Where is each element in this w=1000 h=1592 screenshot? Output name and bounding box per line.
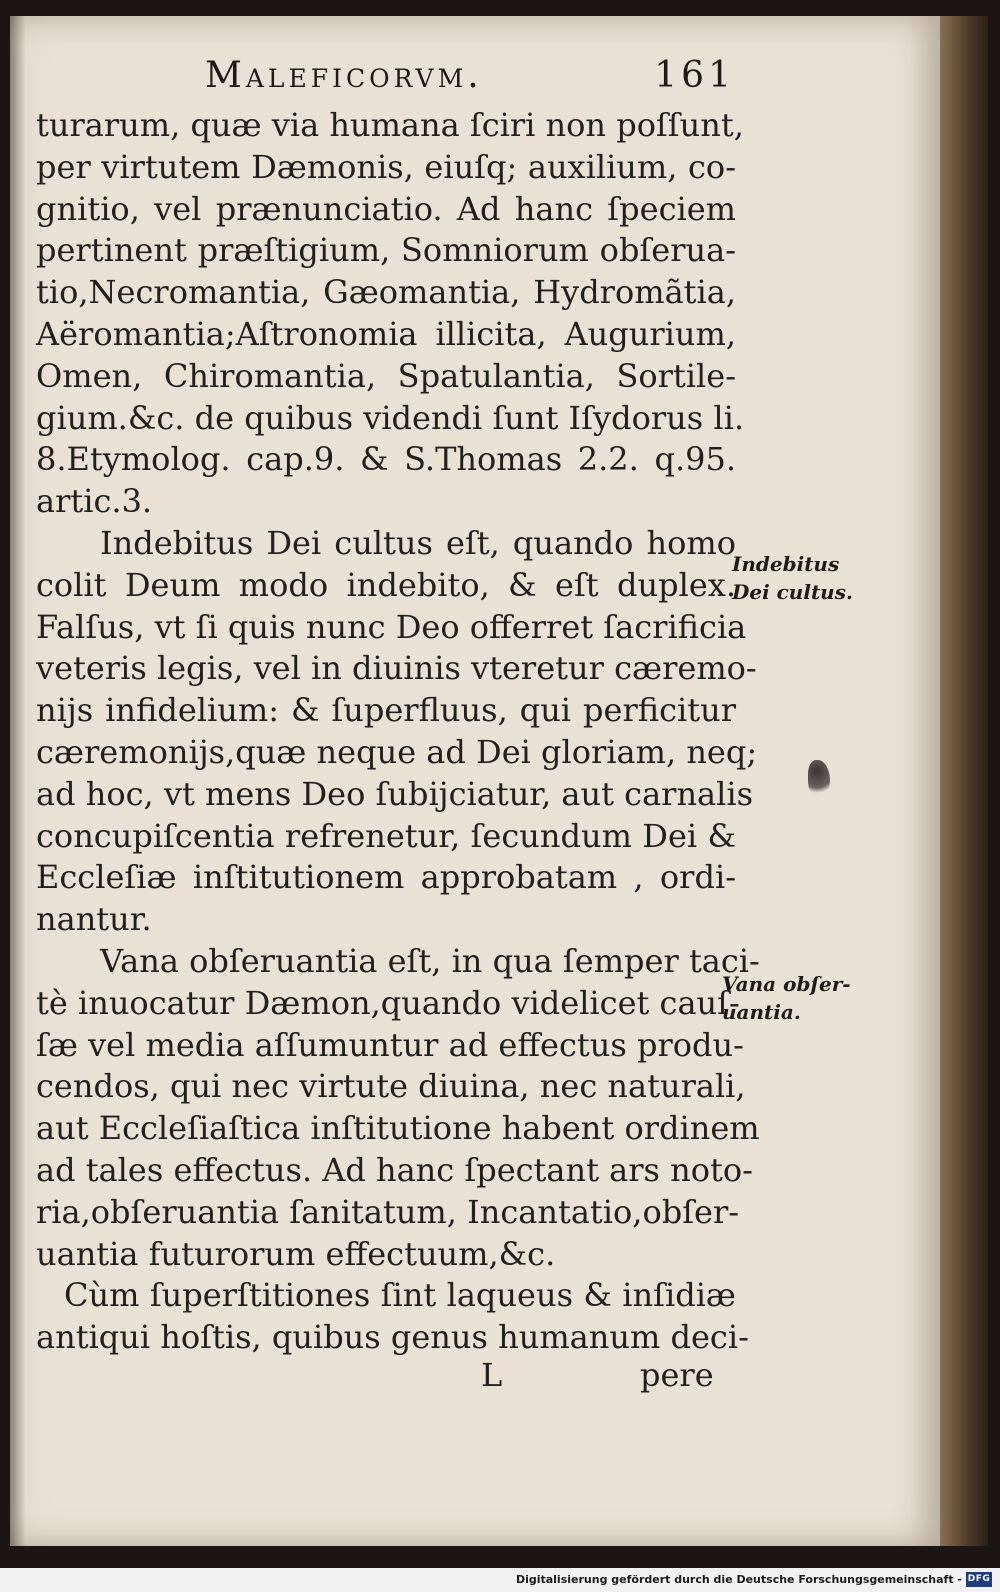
- marginal-note-indebitus: [732, 550, 853, 606]
- text-line: Falſus, vt ſi quis nunc Deo offerret ſacrificia: [36, 607, 747, 646]
- running-head-title: Maleficorvm.: [205, 55, 483, 96]
- text-line: turarum, quæ via humana ſciri non poſſunt,: [36, 106, 744, 144]
- text-line: cæremonijs,quæ neque ad Dei gloriam, neq;: [36, 732, 758, 771]
- text-line: ſæ vel media aſſumuntur ad effectus produ-: [36, 1025, 744, 1064]
- paragraph-start-line: Vana obſeruantia eſt, in qua ſemper taci-: [100, 941, 760, 980]
- gutter-shadow: [10, 16, 26, 1546]
- text-line: ad tales effectus. Ad hanc ſpectant ars noto-: [36, 1150, 753, 1189]
- text-line: tè inuocatur Dæmon,quando videlicet cauſ-: [36, 983, 740, 1022]
- text-line: nantur.: [36, 900, 152, 939]
- text-line: nijs infidelium: & ſuperfluus, qui perficitur: [36, 691, 736, 730]
- text-line: gnitio, vel prænunciatio. Ad hanc ſpeciem: [36, 189, 736, 228]
- digitization-credit: Digitalisierung gefördert durch die Deutsche Forschungsgemeinschaft -: [515, 1573, 962, 1586]
- text-line: 8.Etymolog. cap.9. & S.Thomas 2.2. q.95.: [36, 440, 736, 479]
- text-line: artic.3.: [36, 482, 153, 521]
- marginal-note-vana-observantia: [722, 970, 851, 1026]
- body-text: [36, 105, 760, 1359]
- text-line: gium.&c. de quibus videndi ſunt Iſydorus li.: [36, 398, 744, 437]
- text-line: concupiſcentia refrenetur, ſecundum Dei &: [36, 816, 736, 855]
- text-line: uantia futurorum effectuum,&c.: [36, 1234, 556, 1273]
- text-line: ria,obſeruantia ſanitatum, Incantatio,obſer-: [36, 1192, 740, 1231]
- text-line: cendos, qui nec virtute diuina, nec naturali,: [36, 1067, 746, 1106]
- text-line: Omen, Chiromantia, Spatulantia, Sortile-: [36, 356, 736, 395]
- text-line: pertinent præſtigium, Somniorum obſerua-: [36, 231, 736, 270]
- page-fore-edge: [940, 16, 988, 1546]
- dfg-logo: DFG: [966, 1572, 992, 1587]
- marginal-note-line: Dei cultus.: [732, 580, 853, 604]
- marginal-note-line: Indebitus: [732, 552, 840, 576]
- text-line: veteris legis, vel in diuinis vteretur cæremo-: [36, 649, 757, 688]
- ink-stain: [808, 760, 830, 798]
- digitization-credit-bar: [0, 1568, 1000, 1592]
- catchword: pere: [640, 1356, 714, 1394]
- paragraph-start-line: Indebitus Dei cultus eſt, quando homo: [100, 523, 736, 562]
- running-head: [205, 55, 735, 105]
- text-line: per virtutem Dæmonis, eiuſq; auxilium, co-: [36, 147, 736, 186]
- text-line: Aëromantia;Aſtronomia illicita, Augurium,: [36, 314, 736, 353]
- signature-mark: L: [481, 1356, 503, 1394]
- text-line: tio,Necromantia, Gæomantia, Hydromãtia,: [36, 273, 736, 312]
- text-line: antiqui hoſtis, quibus genus humanum deci-: [36, 1318, 749, 1357]
- marginal-note-line: Vana obſer-: [722, 972, 851, 996]
- paragraph-start-line: Cùm ſuperſtitiones ſint laqueus & inſidiæ: [64, 1276, 736, 1315]
- text-line: colit Deum modo indebito, & eſt duplex.: [36, 565, 736, 604]
- text-line: ad hoc, vt mens Deo ſubijciatur, aut carnalis: [36, 774, 754, 813]
- marginal-note-line: uantia.: [722, 1000, 801, 1024]
- text-line: aut Eccleſiaſtica inſtitutione habent ordinem: [36, 1109, 760, 1148]
- page-number: 161: [654, 55, 735, 96]
- text-line: Eccleſiæ inſtitutionem approbatam , ordi-: [36, 858, 736, 897]
